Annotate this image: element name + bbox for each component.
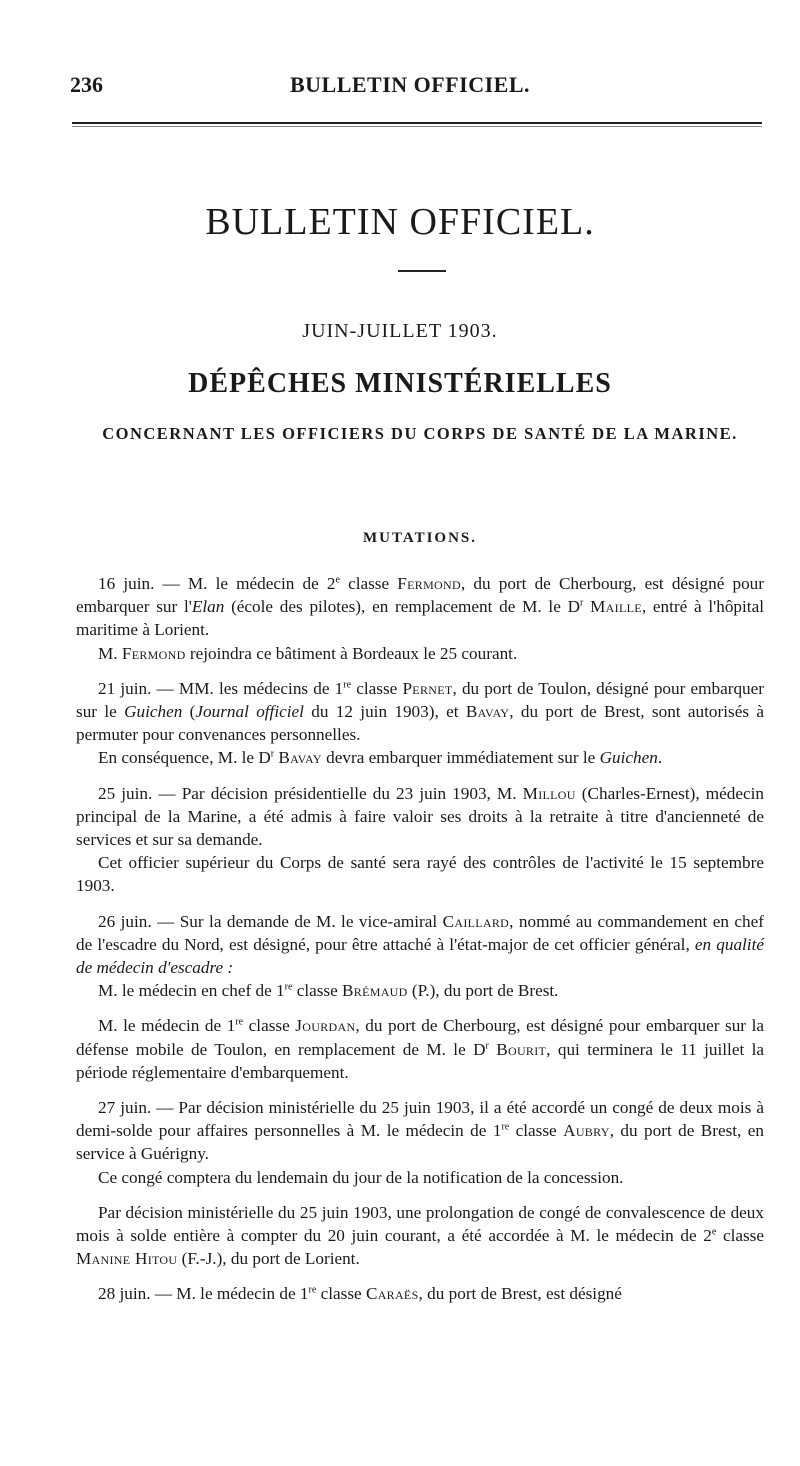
paragraph: M. Fermond rejoindra ce bâtiment à Bordeaux le 25 courant. [98, 643, 518, 663]
person-name: Fermond [397, 574, 461, 593]
subsection-heading: MUTATIONS. [362, 530, 478, 546]
person-name: Maille [590, 597, 642, 617]
paragraph: Cet officier supérieur du Corps de santé sera rayé des contrôles de l'activité le 15 septembre 1903. [76, 853, 764, 896]
paragraph: M. le médecin de 1re classe Jourdan, du port de Cherbourg, est désigné pour embarquer sur la défense mobile de Toulon, en remplacement de M. le $D^r$ Bourit, qui terminera le 11 juillet la période réglementaire d'embarquement. [76, 1016, 765, 1082]
person-name: Jourdan [295, 1016, 356, 1036]
paragraph: 27 juin. — Par décision ministérielle du 25 juin 1903, il a été accordé un congé de deux mois à demi-solde pour affaires personnelles à M. le médecin de 1re classe Aubry, du port de Brest, en service à Guérigny. [76, 1098, 764, 1164]
journal-name: Journal officiel [195, 702, 304, 722]
person-name: Caraës [365, 1284, 419, 1304]
date-line: JUIN-JUILLET 1903. [302, 320, 498, 342]
paragraph: 25 juin. — Par décision présidentielle du 23 juin 1903, M. Millou (Charles-Ernest), médecin principal de la Marine, a été admis à faire valoir ses droits à la retraite à titre d'ancienneté de services et sur sa demande. [76, 783, 764, 850]
header-rule-thin [72, 126, 762, 127]
ship-name: Guichen [124, 702, 183, 722]
paragraph: 16 juin. — M. le médecin de 2e classe Fermond, du port de Cherbourg, est désigné pour embarquer sur l'Elan (école des pilotes), en remplacement de M. le $D^r$ Maille, entré à l'hôpital maritime à Lorient. [76, 574, 764, 640]
paragraph: 21 juin. — MM. les médecins de 1re classe Pernet, du port de Toulon, désigné pour embarquer sur le Guichen (Journal officiel du 12 juin 1903), et Bavay, du port de Brest, sont autorisés à permuter pour convenances personnelles. [76, 678, 764, 745]
paragraph: 26 juin. — Sur la demande de M. le vice-amiral Caillard, nommé au commandement en chef de l'escadre du Nord, est désigné, pour être attaché à l'état-major de cet officier général, en qualité de médecin d'escadre : [76, 911, 764, 978]
paragraph: Ce congé comptera du lendemain du jour de la notification de la concession. [98, 1167, 624, 1187]
paragraph: 28 juin. — M. le médecin de 1re classe Caraës, du port de Brest, est désigné [98, 1284, 622, 1304]
page-number: 236 [70, 72, 103, 97]
paragraph: Par décision ministérielle du 25 juin 1903, une prolongation de congé de convalescence de deux mois à solde entière à compter du 20 juin courant, a été accordée à M. le médecin de 2e classe Manine Hitou (F.-J.), du port de Lorient. [76, 1202, 764, 1269]
section-subtitle: CONCERNANT LES OFFICIERS DU CORPS DE SANTÉ DE LA MARINE. [102, 424, 738, 443]
document-title: BULLETIN OFFICIEL. [205, 201, 595, 243]
person-name: Brémaud [342, 981, 408, 1001]
section-title: DÉPÊCHES MINISTÉRIELLES [188, 368, 612, 399]
person-name: Bavay [465, 702, 510, 722]
running-title: BULLETIN OFFICIEL. [289, 72, 531, 97]
ship-name: Elan [191, 597, 225, 617]
paragraph: En conséquence, M. le $D^r$ Bavay devra embarquer immédiatement sur le Guichen. [98, 748, 663, 768]
ship-name: Guichen [599, 748, 658, 768]
article-body [76, 572, 764, 1306]
person-name: Millou [522, 783, 576, 803]
person-name: Pernet [402, 678, 453, 698]
person-name: Fermond [121, 643, 186, 663]
person-name: Bourit [496, 1039, 547, 1059]
person-name: Manine Hitou [76, 1249, 178, 1269]
person-name: Aubry [563, 1121, 610, 1141]
header-rule [72, 122, 762, 124]
paragraph: M. le médecin en chef de 1re classe Brémaud (P.), du port de Brest. [98, 981, 559, 1001]
title-rule [398, 270, 446, 272]
running-head [70, 72, 750, 102]
person-name: Bavay [278, 748, 322, 768]
person-name: Caillard [442, 911, 510, 931]
